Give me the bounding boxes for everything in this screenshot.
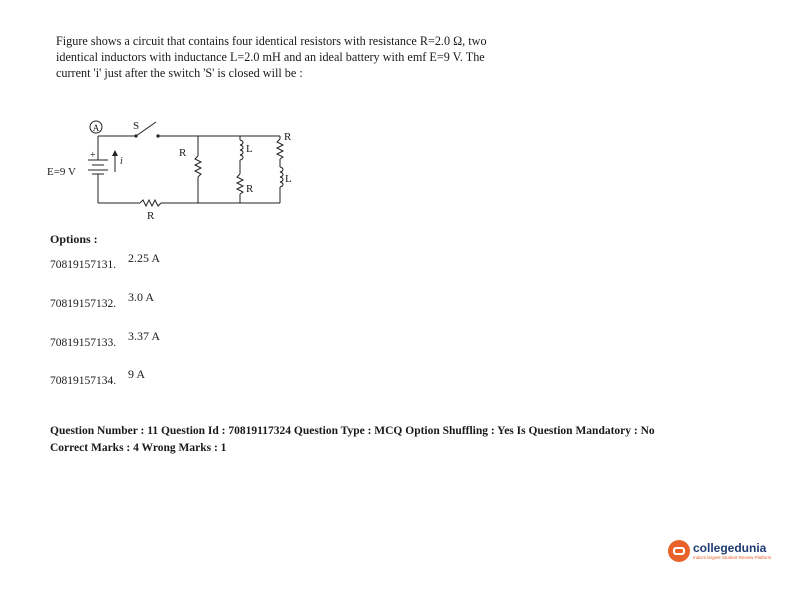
- inductor-branch-3-label: L: [285, 173, 292, 185]
- battery-plus: +: [90, 150, 96, 161]
- resistor-branch-1-label: R: [179, 147, 187, 159]
- inductor-branch-2: [240, 140, 243, 160]
- brand-logo: [668, 540, 771, 562]
- option-id-1: 70819157131.: [50, 259, 117, 271]
- option-value-3[interactable]: 3.37 A: [128, 329, 161, 343]
- resistor-branch-1: [195, 156, 201, 177]
- option-value-2[interactable]: 3.0 A: [128, 290, 155, 304]
- logo-name: collegedunia: [693, 540, 767, 555]
- option-id-4: 70819157134.: [50, 375, 117, 387]
- question-line-2: identical inductors with inductance L=2.0 mH and an ideal battery with emf E=9 V. The: [56, 50, 485, 64]
- meta-line-1: Question Number : 11 Question Id : 70819117324 Question Type : MCQ Option Shuffling : Yes Is Question Mandatory : No: [50, 425, 655, 437]
- logo-tagline: India's largest Student Review Platform: [693, 554, 772, 560]
- switch-terminal: [156, 134, 159, 137]
- meta-line-2: Correct Marks : 4 Wrong Marks : 1: [50, 442, 227, 454]
- option-id-2: 70819157132.: [50, 298, 117, 310]
- resistor-branch-2-label: R: [246, 183, 254, 195]
- circuit-diagram: [40, 108, 310, 233]
- resistor-branch-3-label: R: [284, 131, 292, 143]
- current-arrow-head: [112, 150, 118, 156]
- option-id-3: 70819157133.: [50, 337, 117, 349]
- switch-terminal: [134, 134, 137, 137]
- question-text: [56, 33, 616, 81]
- question-line-3: current 'i' just after the switch 'S' is closed will be :: [56, 66, 303, 80]
- resistor-branch-2: [237, 174, 243, 194]
- resistor-bottom: [140, 200, 161, 206]
- inductor-branch-3: [280, 167, 283, 187]
- question-line-1: Figure shows a circuit that contains four identical resistors with resistance R=2.0 Ω, two: [56, 34, 487, 48]
- option-value-4[interactable]: 9 A: [128, 367, 146, 381]
- option-value-1[interactable]: 2.25 A: [128, 251, 161, 265]
- resistor-bottom-label: R: [147, 210, 155, 222]
- current-label: i: [120, 156, 123, 167]
- ammeter-label: A: [92, 123, 100, 133]
- logo-icon: [668, 540, 690, 562]
- question-meta: [50, 423, 655, 457]
- inductor-branch-2-label: L: [246, 143, 253, 155]
- options-heading: Options :: [50, 232, 98, 246]
- switch-label: S: [133, 120, 140, 132]
- resistor-branch-3: [277, 139, 283, 159]
- battery-label: E=9 V: [47, 166, 76, 178]
